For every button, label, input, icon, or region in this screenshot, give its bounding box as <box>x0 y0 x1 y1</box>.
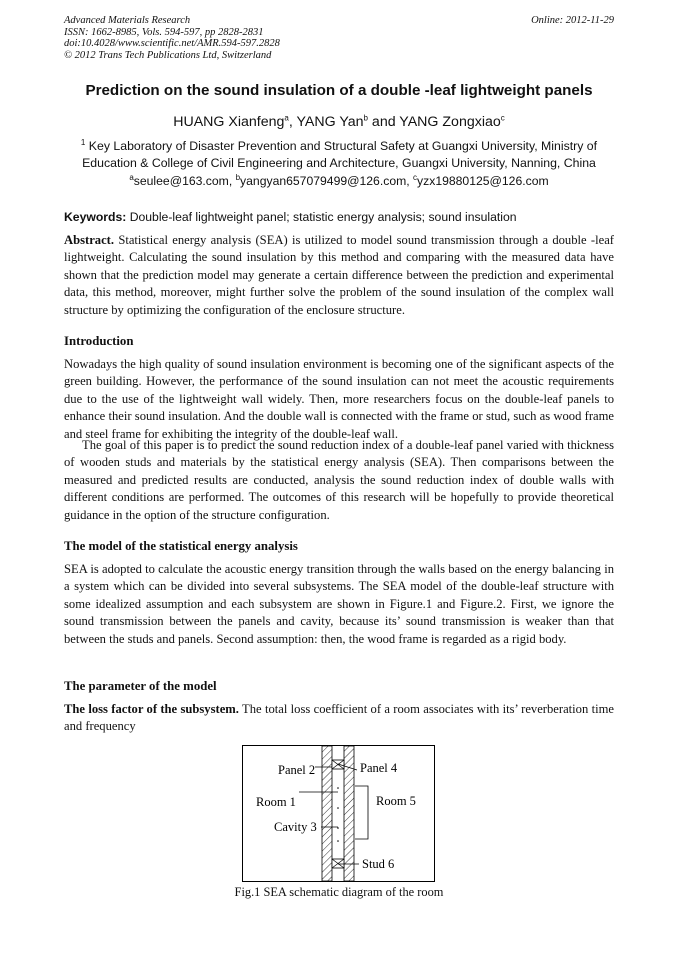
author-name: YANG Zongxiao <box>399 114 501 130</box>
param-paragraph <box>64 701 614 736</box>
email-sup: a <box>129 172 134 182</box>
stud-top <box>332 760 344 769</box>
keywords-label: Keywords: <box>64 210 127 224</box>
stud-bottom <box>332 859 344 868</box>
author-name: HUANG Xianfeng <box>173 114 285 130</box>
sea-schematic-diagram <box>243 746 434 881</box>
author-sup: b <box>363 113 368 123</box>
email-list <box>0 174 678 188</box>
stud-6-label: Stud 6 <box>362 857 395 871</box>
email-sup: c <box>413 172 418 182</box>
intro-paragraph-1: Nowadays the high quality of sound insulation environment is becoming one of the significant aspects of the green building. However, the performance of the sound insulation can not meet the acoustic requirements due to the use of the lightweight wall widely. Then, more researchers focus on the double-leaf panels to enhance their sound insulation. And the double wall is connected with the frame or stud, such as wood frame and steel frame for exhibiting the integrity of the double-leaf wall. <box>64 357 614 441</box>
author-sep: and <box>367 114 400 130</box>
doi: doi:10.4028/www.scientific.net/AMR.594-597.2828 <box>64 38 280 50</box>
panel-2-wall <box>322 746 332 881</box>
abstract-text: Statistical energy analysis (SEA) is utilized to model sound transmission through a double -leaf lightweight. Calculating the sound insulation by this method and comparing with the measured data have shown that the prediction model may generate a certain difference between the prediction and experimental data, this method, moreover, might further solve the problem of the sound insulation of the complex wall structure by optimizing the configuration of the enclosure structure. <box>64 233 614 317</box>
param-label: The loss factor of the subsystem. <box>64 702 239 716</box>
model-heading: The model of the statistical energy analysis <box>64 539 298 553</box>
author-sep: , <box>288 114 297 130</box>
cavity-marks <box>337 787 339 842</box>
copyright: © 2012 Trans Tech Publications Ltd, Switzerland <box>64 49 272 61</box>
abstract-label: Abstract. <box>64 233 115 247</box>
email-sep: , <box>406 174 414 188</box>
paper-title: Prediction on the sound insulation of a double -leaf lightweight panels <box>85 82 593 99</box>
param-text: The total loss coefficient of a room associates with its’ reverberation time and frequency <box>64 702 614 734</box>
email-sup: b <box>235 172 241 182</box>
author-name: YANG Yan <box>296 114 364 130</box>
panel-4-label: Panel 4 <box>360 761 398 775</box>
author-sup: a <box>284 113 289 123</box>
affiliation-sup: 1 <box>80 137 86 147</box>
email-sep: , <box>228 174 236 188</box>
room-1-label: Room 1 <box>256 795 296 809</box>
journal-name: Advanced Materials Research <box>64 15 191 26</box>
author-sup: c <box>500 113 505 123</box>
keywords <box>64 210 614 224</box>
journal-header <box>64 15 280 61</box>
panel-2-label: Panel 2 <box>278 763 316 777</box>
keywords-text: Double-leaf lightweight panel; statistic energy analysis; sound insulation <box>126 210 517 224</box>
param-heading: The parameter of the model <box>64 679 217 693</box>
intro-heading: Introduction <box>64 334 134 348</box>
abstract <box>64 232 614 319</box>
sea-schematic-figure <box>242 745 435 882</box>
email-link[interactable]: seulee@163.com <box>133 174 229 188</box>
email-link[interactable]: yangyan657079499@126.com <box>240 174 407 188</box>
issn: ISSN: 1662-8985, Vols. 594-597, pp 2828-2831 <box>64 26 264 38</box>
online-date: Online: 2012-11-29 <box>531 15 614 26</box>
affiliation-text: Key Laboratory of Disaster Prevention and Structural Safety at Guangxi University, Ministry of Education & College of Civil Engineering and Architecture, Guangxi University, Nanning, China <box>82 139 598 170</box>
intro-paragraph-2: The goal of this paper is to predict the sound reduction index of a double-leaf panel varied with thickness of wooden studs and materials by the statistical energy analysis (SEA). Then comparisons between the measured and predicted results are conducted, analysis the sound reduction index of double walls with different conditions are performed. The outcomes of this research will be hopefully to provide theoretical guidance in the option of the structure configuration. <box>64 438 614 522</box>
author-list <box>0 114 678 130</box>
figure-caption: Fig.1 SEA schematic diagram of the room <box>234 885 444 899</box>
cavity-3-label: Cavity 3 <box>274 820 317 834</box>
room-5-bracket <box>355 786 368 839</box>
model-paragraph-1: SEA is adopted to calculate the acoustic energy transition through the walls based on the energy balancing in a system which can be divided into several subsystems. The SEA model of the double-leaf structure with some idealized assumption and each subsystem are shown in Figure.1 and Figure.2. First, we ignore the sound transmission between the panels and cavity, because its’ sound transmission is weaker than that between the studs and panels. Second assumption: then, the wood frame is regarded as a rigid body. <box>64 562 614 646</box>
email-link[interactable]: yzx19880125@126.com <box>417 174 549 188</box>
affiliation <box>64 138 614 172</box>
room-5-label: Room 5 <box>376 794 416 808</box>
